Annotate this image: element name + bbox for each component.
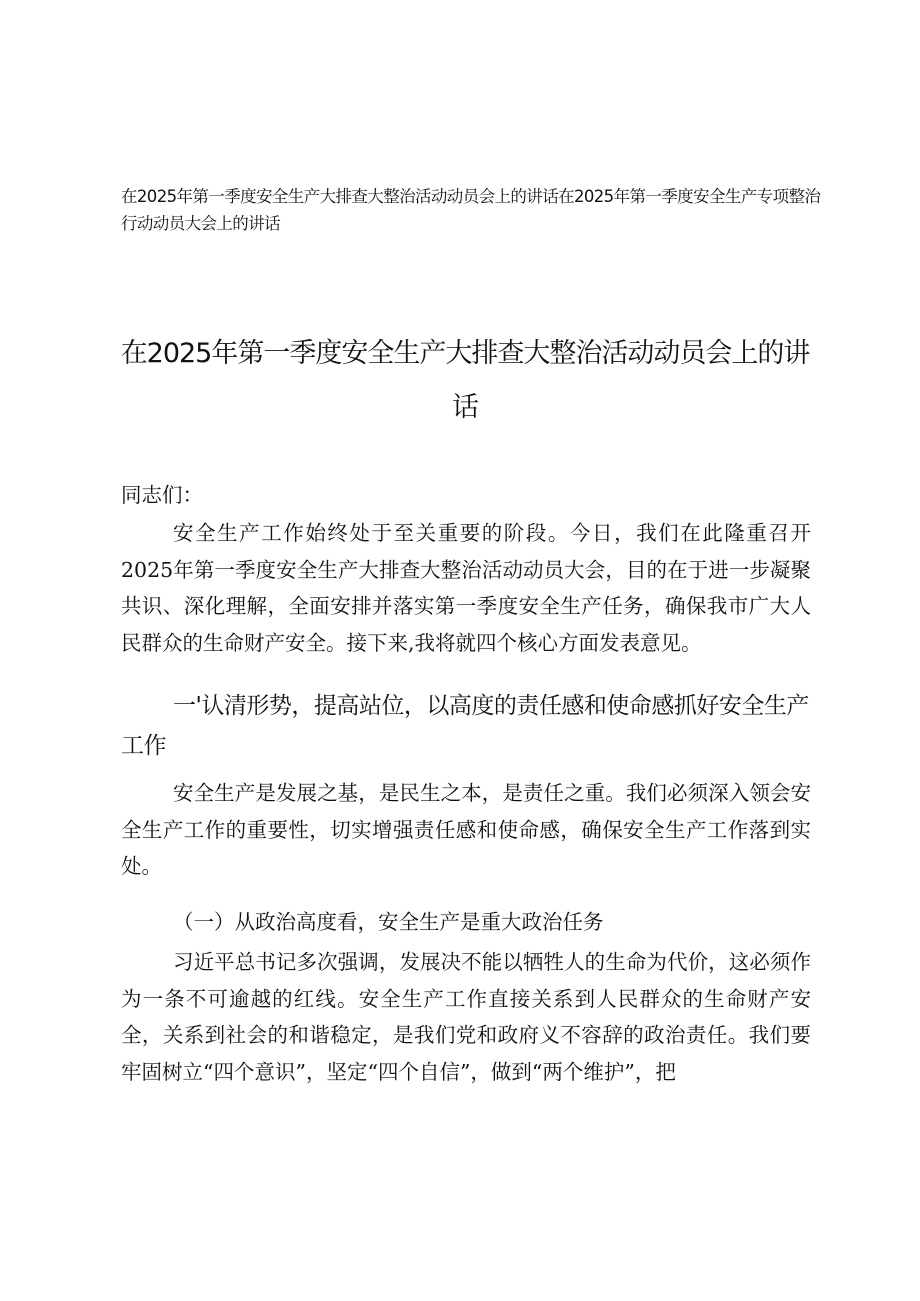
salutation: 同志们： <box>121 483 203 507</box>
page-title: 在2025年第一季度安全生产大排查大整治活动动员会上的讲话 <box>120 338 810 423</box>
document-header-title: 在2025年第一季度安全生产大排查大整治活动动员会上的讲话在2025年第一季度安全生产专项整治行动动员大会上的讲话 <box>121 187 821 233</box>
subsection-heading-1: （一）从政治高度看，安全生产是重大政治任务 <box>173 910 604 934</box>
paragraph-intro: 安全生产工作始终处于至关重要的阶段。今日，我们在此隆重召开2025年第一季度安全生产大排查大整治活动动员大会，目的在于进一步凝聚共识、深化理解，全面安排并落实第一季度安全生产任务，确保我市广大人民群众的生命财产安全。接下来,我将就四个核心方面发表意见。 <box>121 521 811 655</box>
paragraph-subsection-1: 习近平总书记多次强调，发展决不能以牺牲人的生命为代价，这必须作为一条不可逾越的红线。安全生产工作直接关系到人民群众的生命财产安全，关系到社会的和谐稳定，是我们党和政府义不容辞的政治责任。我们要牢固树立“四个意识”，坚定“四个自信”，做到“两个维护”，把 <box>121 950 811 1084</box>
paragraph-section-1: 安全生产是发展之基，是民生之本，是责任之重。我们必须深入领会安全生产工作的重要性，切实增强责任感和使命感，确保安全生产工作落到实处。 <box>121 781 811 878</box>
section-heading-1: 一'认清形势，提高站位，以高度的责任感和使命感抓好安全生产工作 <box>121 693 809 759</box>
